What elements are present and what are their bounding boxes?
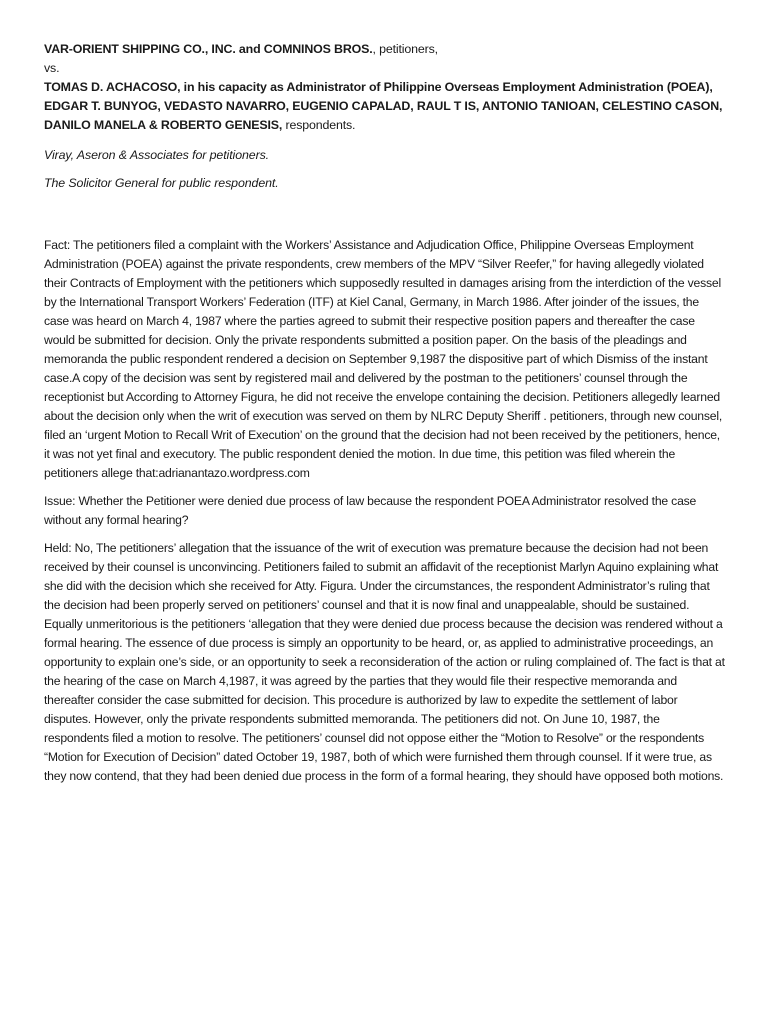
fact-paragraph: Fact: The petitioners filed a complaint with the Workers’ Assistance and Adjudication Office, Philippine Overseas Employment Administration (POEA) against the private respondents, crew members of the MPV “Silver Reefer,” for having allegedly violated their Contracts of Employment with the petitioners which supposedly resulted in damages arising from the interdiction of the vessel by the International Transport Workers’ Federation (ITF) at Kiel Canal, Germany, in March 1986. After joinder of the issues, the case was heard on March 4, 1987 where the parties agreed to submit their respective position papers and thereafter the case would be submitted for decision. Only the private respondents submitted a position paper. On the basis of the pleadings and memoranda the public respondent rendered a decision on September 9,1987 the dispositive part of which Dismiss of the instant case.A copy of the decision was sent by registered mail and delivered by the postman to the petitioners’ counsel through the receptionist but According to Attorney Figura, he did not receive the envelope containing the decision. Petitioners allegedly learned about the decision only when the writ of execution was served on them by NLRC Deputy Sheriff . petitioners, through new counsel, filed an ‘urgent Motion to Recall Writ of Execution’ on the ground that the decision had not been received by the petitioners, hence, it was not yet final and executory. The public respondent denied the motion. In due time, this petition was filed wherein the petitioners allege that:adrianantazo.wordpress.com (44, 238, 723, 480)
respondents-names: TOMAS D. ACHACOSO, in his capacity as Administrator of Philippine Overseas Employment Administration (POEA), EDGAR T. BUNYOG, VEDASTO NAVARRO, EUGENIO CAPALAD, RAUL T IS, ANTONIO TANIOAN, CELESTINO CASON, DANILO MANELA & ROBERTO GENESIS, (44, 80, 723, 132)
respondents-suffix: respondents. (282, 118, 356, 132)
respondent-counsel: The Solicitor General for public respondent. (44, 176, 279, 190)
respondents-line (44, 78, 726, 135)
issue-paragraph: Issue: Whether the Petitioner were denied due process of law because the respondent POEA Administrator resolved the case without any formal hearing? (44, 494, 697, 527)
case-caption (44, 40, 726, 135)
petitioners-line (44, 40, 726, 59)
held-paragraph: Held: No, The petitioners’ allegation that the issuance of the writ of execution was premature because the decision had not been received by their counsel is unconvincing. Petitioners failed to submit an affidavit of the receptionist Marlyn Aquino explaining what she did with the decision which she received for Atty. Figura. Under the circumstances, the respondent Administrator’s ruling that the decision had been properly served on petitioners’ counsel and that it is now final and unappealable, should be sustained. Equally unmeritorious is the petitioners ‘allegation that they were denied due process because the decision was rendered without a formal hearing. The essence of due process is simply an opportunity to be heard, or, as applied to administrative proceedings, an opportunity to explain one’s side, or an opportunity to seek a reconsideration of the action or ruling complained of. The fact is that at the hearing of the case on March 4,1987, it was agreed by the parties that they would file their respective memoranda and thereafter consider the case submitted for decision. This procedure is authorized by law to expedite the settlement of labor disputes. However, only the private respondents submitted memoranda. The petitioners did not. On June 10, 1987, the respondents filed a motion to resolve. The petitioners’ counsel did not oppose either the “Motion to Resolve” or the respondents “Motion for Execution of Decision” dated October 19, 1987, both of which were furnished them through counsel. If it were true, as they now contend, that they had been denied due process in the form of a formal hearing, they should have opposed both motions. (44, 541, 725, 783)
petitioners-suffix: , petitioners, (372, 42, 438, 56)
versus: vs. (44, 61, 60, 75)
document-page (44, 40, 726, 786)
petitioners-names: VAR-ORIENT SHIPPING CO., INC. and COMNINOS BROS. (44, 42, 373, 56)
petitioners-counsel: Viray, Aseron & Associates for petitioners. (44, 148, 270, 162)
